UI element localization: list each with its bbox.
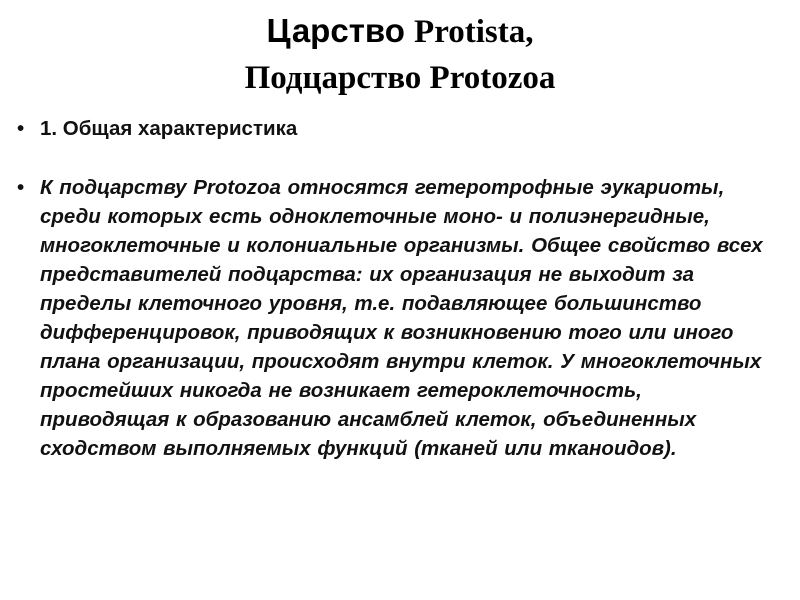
bullet-item-description [0,173,800,463]
bullet-list [0,114,800,463]
bullet-dot-icon: • [17,176,25,199]
bullet-item-heading [0,114,800,143]
title-kingdom-word: Царство [266,12,415,49]
title-kingdom-name: Protista, [414,14,534,50]
title-line-2: Подцарство Protozoa [244,60,556,96]
title-line-1 [0,8,800,55]
bullet-dot-icon: • [17,117,25,140]
bullet-text: 1. Общая характеристика [40,117,298,140]
bullet-text: К подцарству Protozoa относятся гетеротрофные эукариоты, среди которых есть одноклеточные моно- и полиэнергидные, многоклеточные и колониальные организмы. Общее свойство всех представителей подцарства: их организация не выходит за пределы клеточного уровня, т.е. подавляющее большинство дифференцировок, приводящих к возникновению того или иного плана организации, происходят внутри клеток. У многоклеточных простейших никогда не возникает гетероклеточность, приводящая к образованию ансамблей клеток, объединенных сходством выполняемых функций (тканей или тканоидов). [40,176,763,460]
slide-title [0,8,800,101]
